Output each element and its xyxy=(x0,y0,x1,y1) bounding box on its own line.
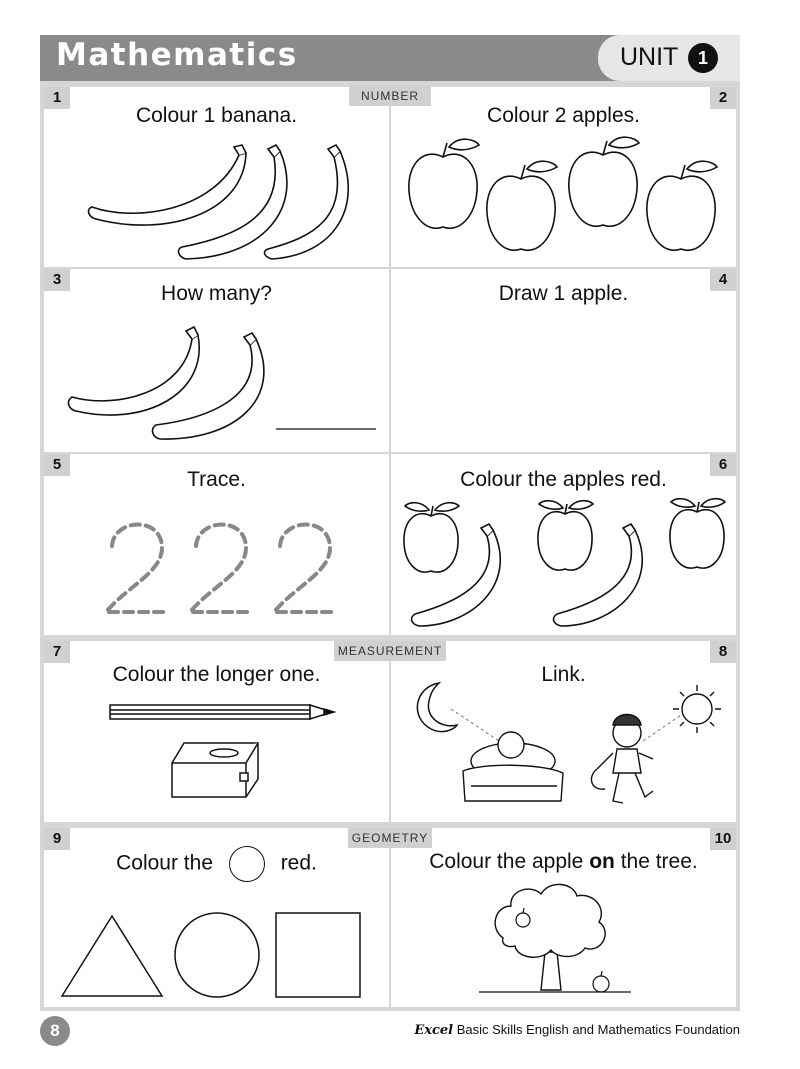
prompt-text-before: Colour the apple xyxy=(429,850,584,873)
apple-icon xyxy=(538,501,593,570)
question-number: 1 xyxy=(44,87,70,109)
question-8-cell xyxy=(391,641,736,822)
apple-on-ground-icon xyxy=(593,971,609,992)
question-number: 10 xyxy=(710,828,736,850)
question-1-cell xyxy=(44,87,389,267)
question-prompt: Colour 1 banana. xyxy=(135,104,298,127)
question-5-cell xyxy=(44,454,389,635)
question-prompt: How many? xyxy=(161,282,272,305)
bananas-illustration xyxy=(44,87,389,267)
question-9-cell xyxy=(44,828,389,1007)
worksheet-grid xyxy=(40,81,740,1011)
footer-book-title xyxy=(414,1022,740,1038)
question-number: 6 xyxy=(710,454,736,476)
pencil-icon xyxy=(110,705,334,719)
question-number: 7 xyxy=(44,641,70,663)
apple-icon xyxy=(670,499,725,568)
prompt-text-after: the tree. xyxy=(620,850,698,873)
question-7-cell xyxy=(44,641,389,822)
unit-label: UNIT xyxy=(620,43,679,71)
question-4-cell xyxy=(391,269,736,452)
prompt-text-bold: on xyxy=(589,850,615,873)
apple-tree-illustration xyxy=(391,828,736,1007)
sharpener-icon xyxy=(172,743,258,797)
tree-icon xyxy=(495,884,605,990)
pencil-and-sharpener-illustration xyxy=(44,641,389,822)
prompt-text-before: Colour the xyxy=(116,851,213,875)
square-shape xyxy=(276,913,360,997)
traceable-digit xyxy=(274,525,336,613)
shapes-illustration xyxy=(44,828,389,1007)
sun-icon xyxy=(673,685,721,733)
section-tab-measurement: MEASUREMENT xyxy=(334,641,446,661)
trace-digits-illustration xyxy=(44,454,389,635)
apples-and-bananas-illustration xyxy=(391,454,736,635)
question-3-cell xyxy=(44,269,389,452)
question-prompt: Colour the apples red. xyxy=(460,468,667,491)
circle-shape xyxy=(175,913,259,997)
page-header xyxy=(40,35,740,81)
bananas-illustration xyxy=(44,269,389,452)
apple-icon xyxy=(487,161,557,250)
section-tab-geometry: GEOMETRY xyxy=(348,828,432,848)
traceable-digit xyxy=(106,525,168,613)
question-10-cell xyxy=(391,828,736,1007)
question-number: 9 xyxy=(44,828,70,850)
question-prompt: Colour the longer one. xyxy=(112,663,321,686)
traceable-digit xyxy=(190,525,252,613)
apple-icon xyxy=(404,503,459,572)
banana-icon xyxy=(89,145,246,225)
question-number: 3 xyxy=(44,269,70,291)
question-prompt: Trace. xyxy=(187,468,246,491)
question-number: 4 xyxy=(710,269,736,291)
question-number: 8 xyxy=(710,641,736,663)
banana-icon xyxy=(69,327,200,415)
girl-skipping-icon xyxy=(591,715,653,804)
footer-title-text: Basic Skills English and Mathematics Foundation xyxy=(456,1022,740,1037)
unit-number-badge: 1 xyxy=(688,43,718,73)
prompt-text-after: red. xyxy=(280,851,317,875)
apple-icon xyxy=(409,139,479,228)
page-number-badge: 8 xyxy=(40,1016,70,1046)
triangle-shape xyxy=(62,916,162,996)
question-prompt: Colour 2 apples. xyxy=(487,104,640,127)
unit-tab xyxy=(598,35,740,81)
apples-illustration xyxy=(391,87,736,267)
apple-icon xyxy=(647,161,717,250)
question-number: 2 xyxy=(710,87,736,109)
question-number: 5 xyxy=(44,454,70,476)
question-prompt: Draw 1 apple. xyxy=(498,282,629,305)
question-2-cell xyxy=(391,87,736,267)
section-tab-number: NUMBER xyxy=(349,86,431,106)
question-prompt: Link. xyxy=(541,663,586,686)
page-title: Mathematics xyxy=(56,37,298,73)
link-day-night-illustration xyxy=(391,641,736,822)
apple-icon xyxy=(569,137,639,226)
footer-brand-logo: Excel xyxy=(414,1023,454,1038)
question-6-cell xyxy=(391,454,736,635)
sleeping-person-icon xyxy=(463,732,563,801)
moon-icon xyxy=(417,683,457,732)
